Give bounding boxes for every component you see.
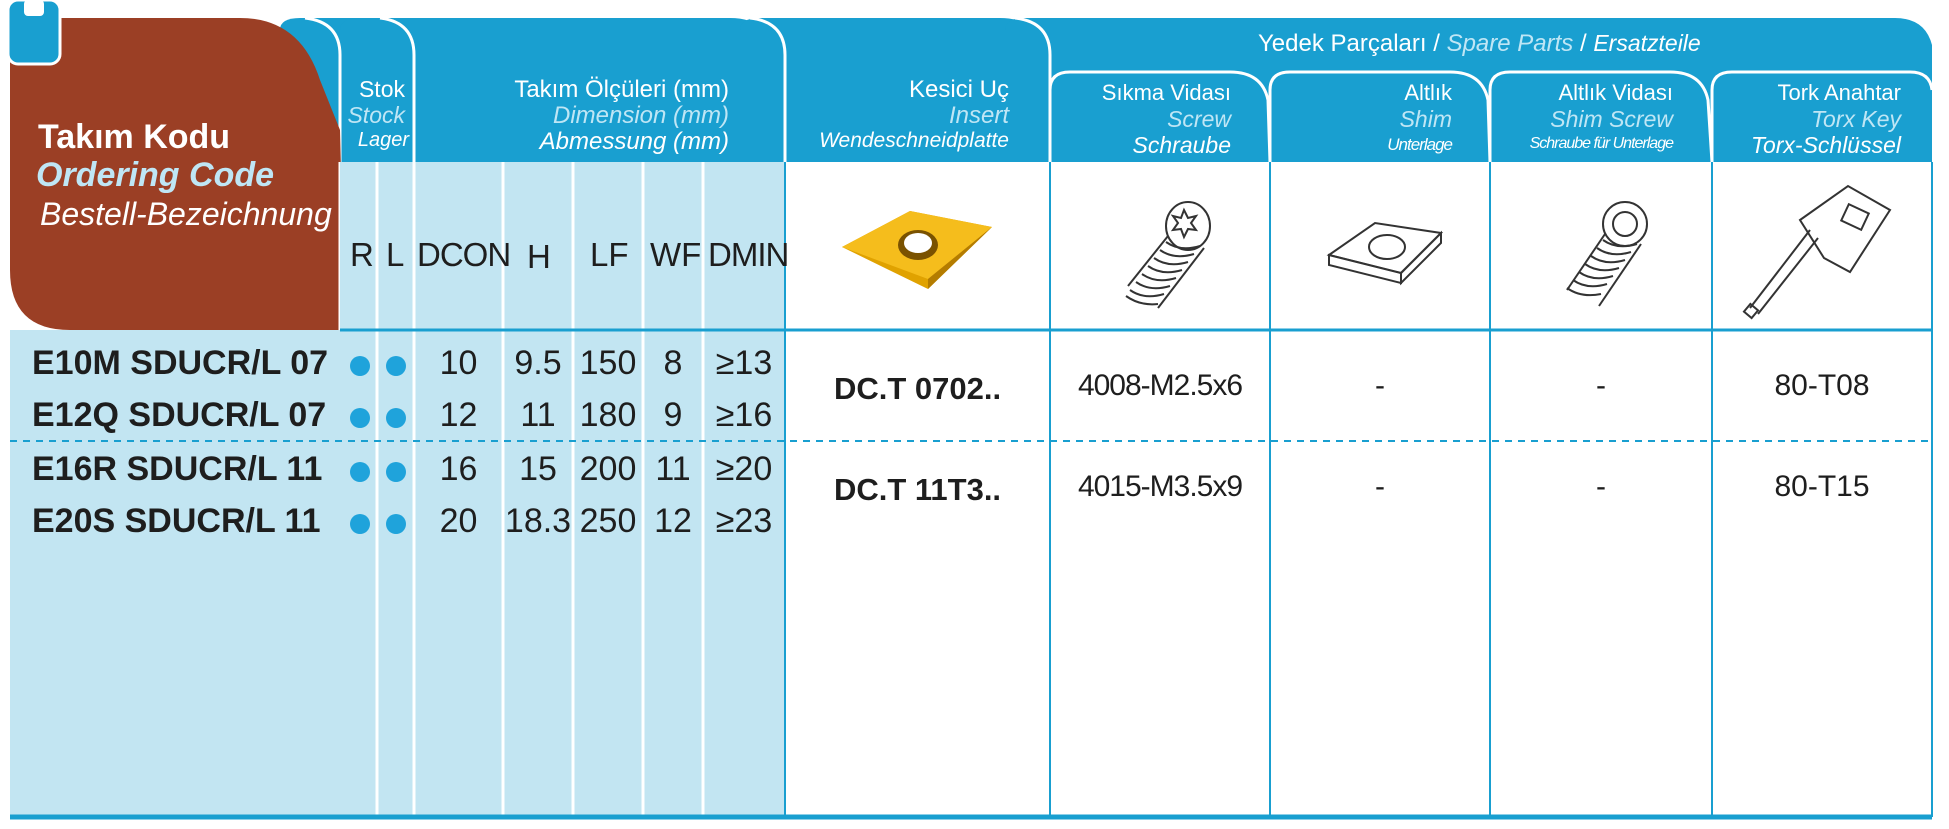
torx-key-icon <box>1740 180 1900 320</box>
stock-l-dot <box>386 408 406 428</box>
screw-en: Screw <box>1167 106 1231 132</box>
row-code: E20S SDUCR/L 11 <box>32 502 321 540</box>
screw-tr: Sıkma Vidası <box>1101 80 1231 105</box>
col-lf: LF <box>590 236 629 273</box>
stock-r-dot <box>350 408 370 428</box>
dmin-value: ≥20 <box>715 450 773 488</box>
h-value: 11 <box>520 396 556 434</box>
torx-code: 80-T15 <box>1774 470 1870 503</box>
spare-sep2: / <box>1573 30 1594 57</box>
wf-value: 8 <box>663 344 683 382</box>
dcon-value: 12 <box>439 396 478 434</box>
shim-icon <box>1325 215 1445 290</box>
col-dcon: DCON <box>417 236 511 273</box>
screw-de: Schraube <box>1132 132 1231 158</box>
shim-screw-tr: Altlık Vidası <box>1558 80 1673 105</box>
stock-l-dot <box>386 356 406 376</box>
screw-icon <box>1108 198 1218 318</box>
insert-code: DC.T 0702.. <box>833 371 1002 406</box>
lf-value: 180 <box>579 396 637 434</box>
spare-sep1: / <box>1426 30 1447 57</box>
stock-en: Stock <box>347 102 405 128</box>
insert-tr: Kesici Uç <box>908 76 1009 103</box>
dimension-de: Abmessung (mm) <box>539 128 729 155</box>
screw-code: 4015-M3.5x9 <box>1077 470 1243 503</box>
col-dmin: DMIN <box>708 236 789 273</box>
dmin-value: ≥23 <box>715 502 773 540</box>
shim-code: - <box>1375 470 1385 503</box>
dcon-value: 20 <box>439 502 478 540</box>
dmin-value: ≥13 <box>715 344 773 382</box>
shim-screw-code: - <box>1596 369 1606 402</box>
stock-l-dot <box>386 514 406 534</box>
stock-r-dot <box>350 356 370 376</box>
ordering-code-tr: Takım Kodu <box>38 118 231 156</box>
insert-icon <box>838 205 998 295</box>
lf-value: 200 <box>579 450 637 488</box>
torx-en: Torx Key <box>1811 106 1901 132</box>
wf-value: 11 <box>655 450 691 488</box>
stock-de: Lager <box>357 129 409 151</box>
spare-tr: Yedek Parçaları <box>1258 30 1427 57</box>
h-value: 18.3 <box>504 502 572 540</box>
stock-l-dot <box>386 462 406 482</box>
h-value: 9.5 <box>514 344 562 382</box>
shim-tr: Altlık <box>1404 80 1452 105</box>
spare-de: Ersatzteile <box>1593 30 1701 56</box>
shim-screw-icon <box>1545 198 1655 318</box>
screw-code: 4008-M2.5x6 <box>1077 369 1243 402</box>
torx-tr: Tork Anahtar <box>1777 80 1901 105</box>
torx-code: 80-T08 <box>1774 369 1870 402</box>
stock-r-dot <box>350 462 370 482</box>
col-r: R <box>350 236 374 273</box>
ordering-code-de: Bestell-Bezeichnung <box>40 196 332 232</box>
shim-code: - <box>1375 369 1385 402</box>
torx-de: Torx-Schlüssel <box>1751 132 1901 158</box>
ordering-code-en: Ordering Code <box>36 156 275 194</box>
col-h: H <box>527 238 551 275</box>
col-wf: WF <box>650 236 702 273</box>
shim-de: Unterlage <box>1387 135 1452 154</box>
lf-value: 150 <box>579 344 637 382</box>
wf-value: 12 <box>654 502 692 540</box>
insert-de: Wendeschneidplatte <box>819 129 1009 152</box>
stock-tr: Stok <box>358 76 405 102</box>
shim-screw-code: - <box>1596 470 1606 503</box>
shim-en: Shim <box>1399 106 1452 132</box>
row-code: E12Q SDUCR/L 07 <box>32 396 327 434</box>
row-code: E10M SDUCR/L 07 <box>32 344 329 382</box>
shim-screw-en: Shim Screw <box>1550 106 1673 132</box>
dimension-tr: Takım Ölçüleri (mm) <box>514 76 729 103</box>
lf-value: 250 <box>579 502 637 540</box>
shim-screw-de: Schraube für Unterlage <box>1529 135 1673 152</box>
insert-code: DC.T 11T3.. <box>833 472 1002 507</box>
dmin-value: ≥16 <box>715 396 773 434</box>
dcon-value: 16 <box>439 450 478 488</box>
dimension-en: Dimension (mm) <box>552 102 729 129</box>
col-l: L <box>386 236 405 273</box>
dcon-value: 10 <box>439 344 478 382</box>
spare-en: Spare Parts <box>1446 30 1574 57</box>
wf-value: 9 <box>663 396 683 434</box>
insert-en: Insert <box>948 102 1009 129</box>
h-value: 15 <box>519 450 557 488</box>
spare-parts-title <box>1258 32 1701 56</box>
row-code: E16R SDUCR/L 11 <box>32 450 323 488</box>
stock-r-dot <box>350 514 370 534</box>
